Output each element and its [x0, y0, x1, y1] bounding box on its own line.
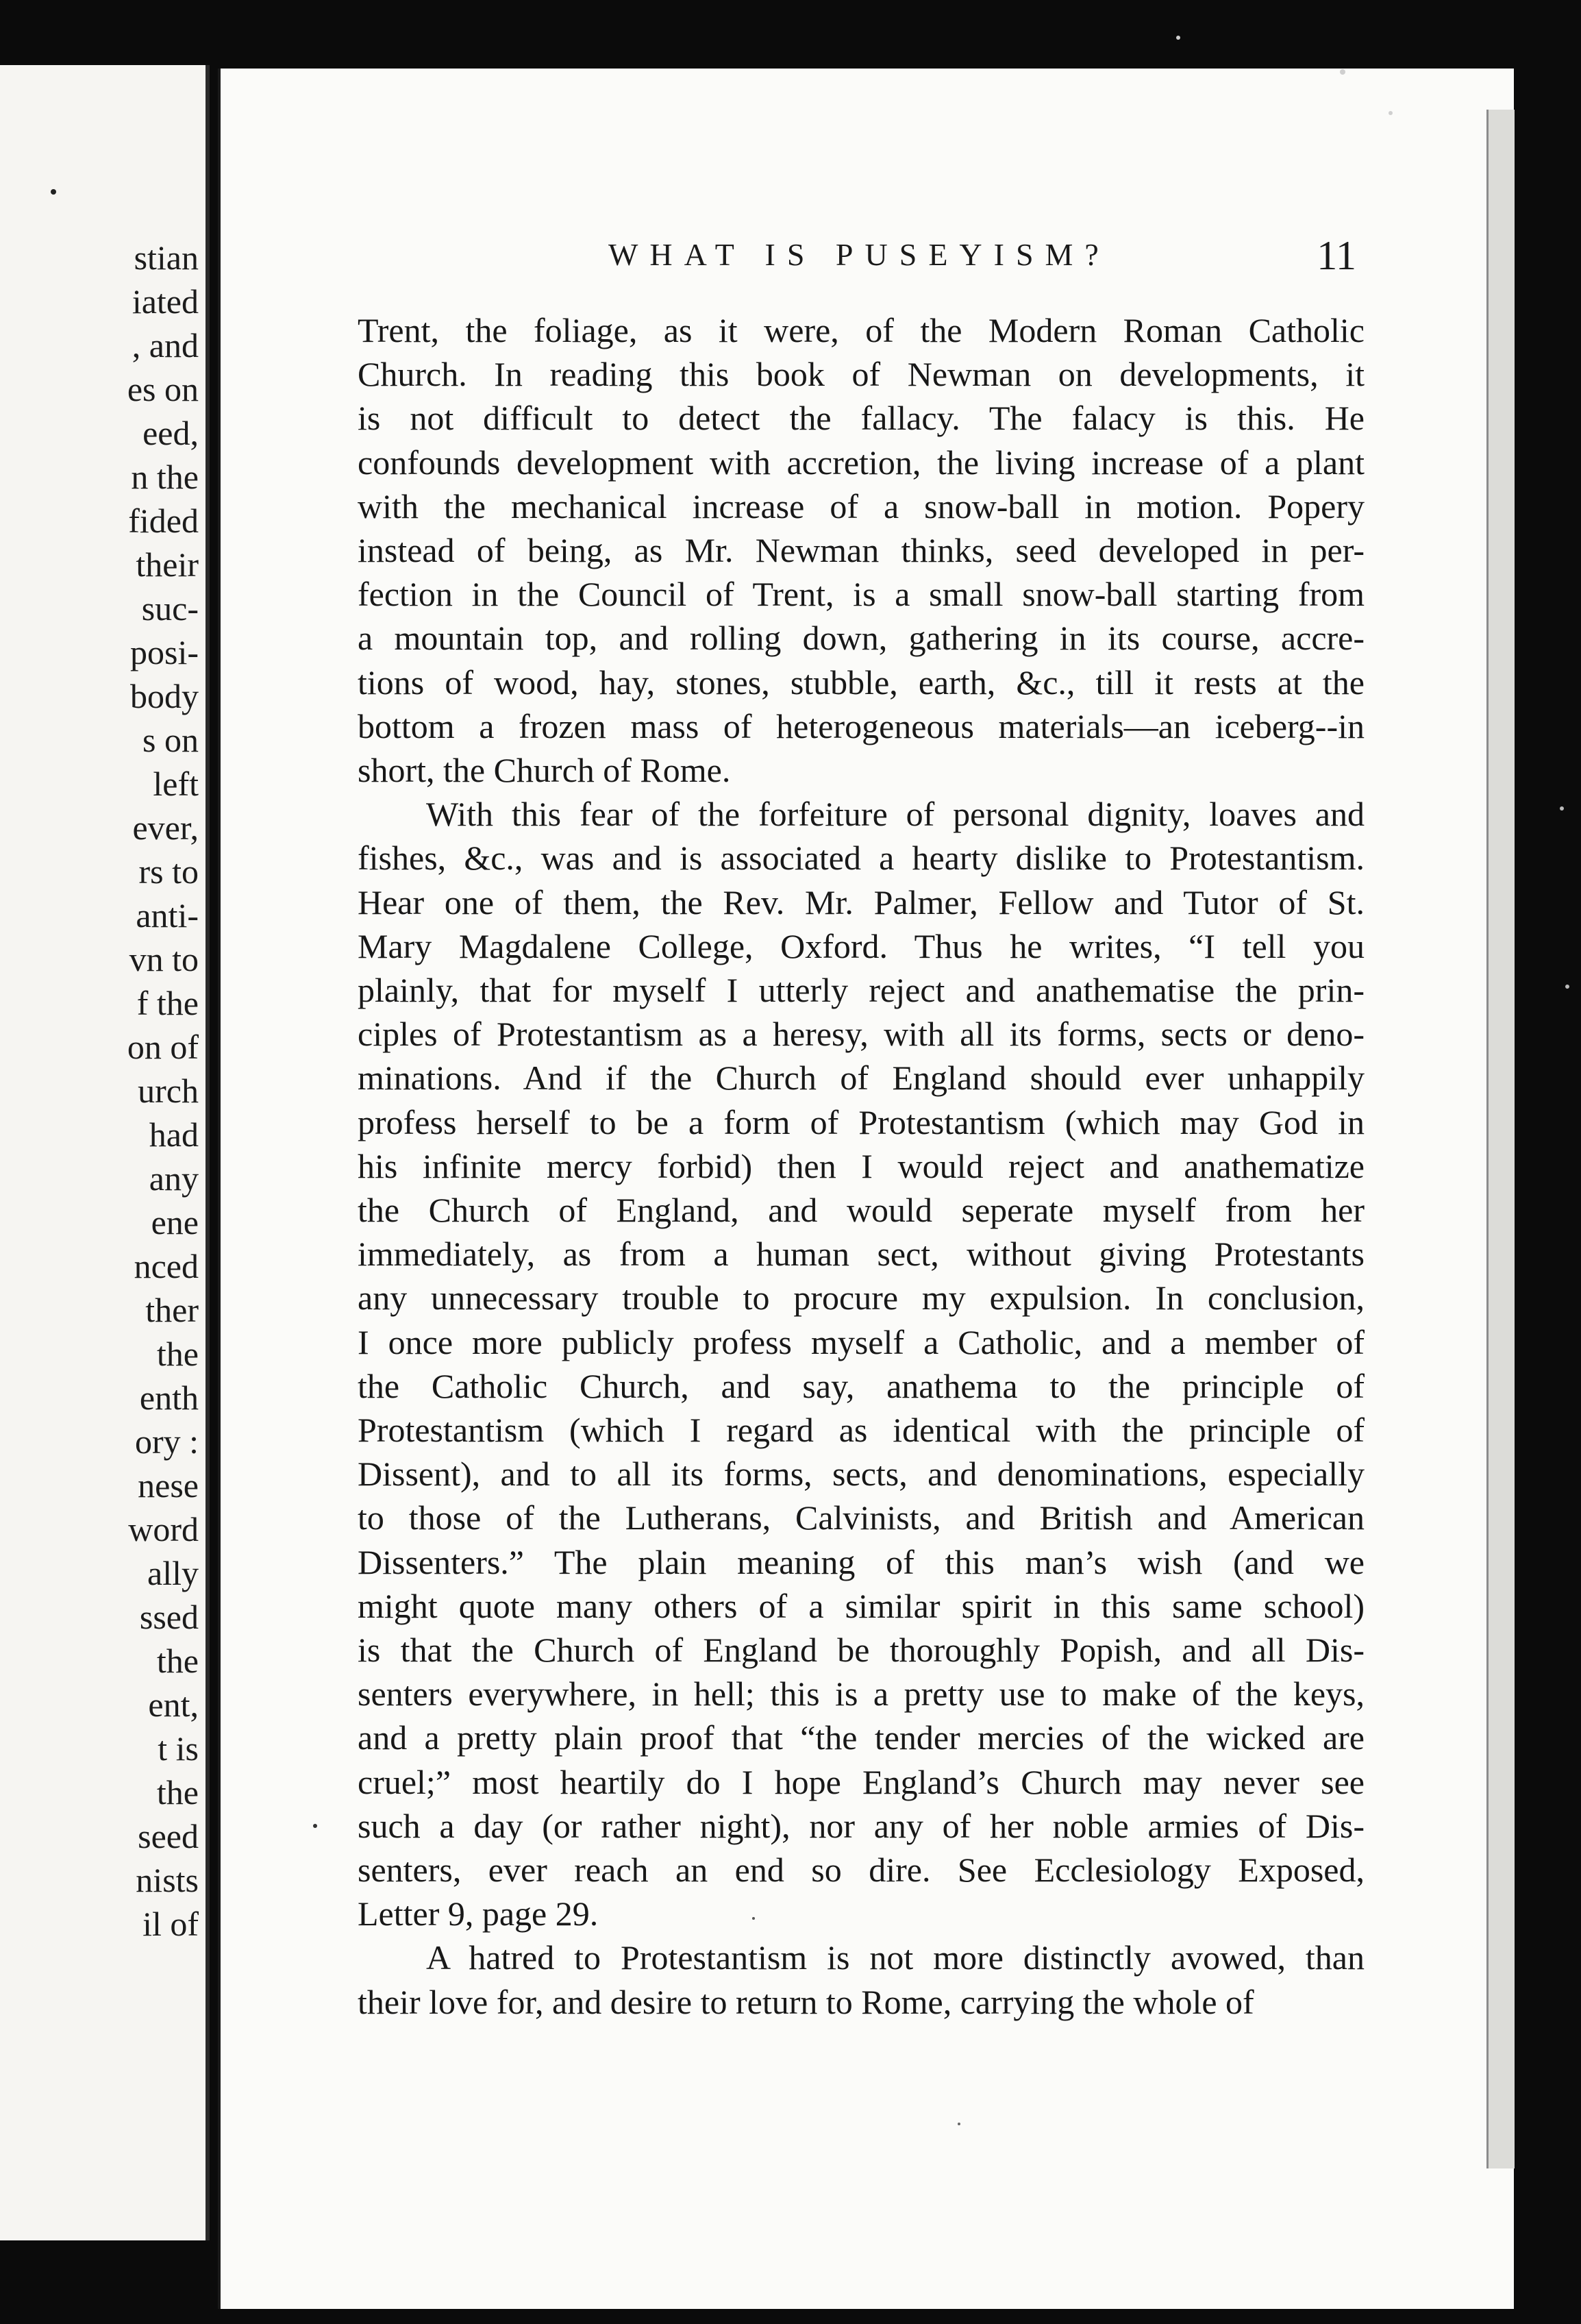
text-line: Protestantism (which I regard as identical with the principle of	[358, 1411, 1365, 1449]
facing-page-fragment: vn to	[129, 940, 199, 978]
text-line: confounds development with accretion, the living increase of a plant	[358, 443, 1365, 482]
text-line: such a day (or rather night), nor any of her noble armies of Dis-	[358, 1806, 1365, 1845]
facing-page-fragment: the	[156, 1773, 199, 1812]
text-line: a mountain top, and rolling down, gathering in its course, accre-	[358, 619, 1365, 658]
facing-page-fragment: anti-	[136, 896, 199, 935]
text-line: I once more publicly profess myself a Catholic, and a member of	[358, 1322, 1365, 1361]
text-line: to those of the Lutherans, Calvinists, and British and American	[358, 1498, 1365, 1537]
facing-page-fragment: urch	[138, 1072, 199, 1110]
text-line: fection in the Council of Trent, is a small snow-ball starting from	[358, 575, 1365, 614]
facing-page-fragment: left	[153, 765, 199, 803]
text-line: and a pretty plain proof that “the tender mercies of the wicked are	[358, 1718, 1365, 1757]
facing-page-fragment: nists	[136, 1861, 199, 1899]
facing-page-fragment: ene	[151, 1203, 199, 1241]
facing-page-fragment: had	[149, 1115, 199, 1154]
text-line: immediately, as from a human sect, without giving Protestants	[358, 1235, 1365, 1274]
facing-page-fragment: ever,	[132, 808, 199, 847]
facing-page-fragment: the	[156, 1642, 199, 1680]
facing-page-fragment: fided	[128, 502, 199, 540]
text-line: ciples of Protestantism as a heresy, with all its forms, sects or deno-	[358, 1015, 1365, 1054]
facing-page-fragment: their	[136, 545, 199, 584]
text-line: bottom a frozen mass of heterogeneous materials—an iceberg--in	[358, 706, 1365, 745]
facing-page-fragment: il of	[142, 1905, 199, 1943]
facing-page-fragment: s on	[142, 721, 199, 759]
text-line: senters everywhere, in hell; this is a pretty use to make of the keys,	[358, 1674, 1365, 1714]
text-line: Dissent), and to all its forms, sects, and denominations, especially	[358, 1455, 1365, 1494]
facing-page-fragment: nese	[138, 1466, 199, 1505]
text-line: might quote many others of a similar spirit in this same school)	[358, 1586, 1365, 1625]
text-line: is not difficult to detect the fallacy. The falacy is this. He	[358, 399, 1365, 438]
text-line: plainly, that for myself I utterly reject and anathematise the prin-	[358, 971, 1365, 1009]
facing-page-fragment: , and	[132, 326, 199, 364]
facing-page-fragment: any	[149, 1159, 199, 1198]
text-line: short, the Church of Rome.	[358, 751, 731, 789]
facing-page-fragment: iated	[132, 282, 199, 321]
facing-page-fragment: ally	[147, 1554, 199, 1592]
text-line: A hatred to Protestantism is not more distinctly avowed, than	[426, 1938, 1365, 1977]
text-line: Hear one of them, the Rev. Mr. Palmer, Fellow and Tutor of St.	[358, 882, 1365, 922]
text-line: tions of wood, hay, stones, stubble, earth, &c., till it rests at the	[358, 663, 1365, 702]
facing-page-fragment: rs to	[138, 852, 199, 891]
facing-page-fragment: eed,	[142, 414, 199, 452]
facing-page-fragment: es on	[127, 370, 199, 408]
facing-page-fragment: enth	[139, 1379, 199, 1417]
text-line: Dissenters.” The plain meaning of this man’s wish (and we	[358, 1542, 1365, 1581]
facing-page-fragment: t is	[158, 1729, 199, 1768]
facing-page-fragment: nced	[134, 1247, 199, 1285]
text-line: their love for, and desire to return to Rome, carrying the whole of	[358, 1982, 1254, 2021]
text-line: the Church of England, and would seperate myself from her	[358, 1191, 1365, 1229]
text-line: the Catholic Church, and say, anathema to the principle of	[358, 1366, 1365, 1405]
running-head	[384, 233, 1356, 298]
facing-page-fragment: stian	[134, 238, 199, 277]
text-line: Church. In reading this book of Newman on developments, it	[358, 355, 1365, 394]
facing-page-fragment: ssed	[139, 1598, 199, 1636]
facing-page-fragment: word	[128, 1510, 199, 1548]
text-line: instead of being, as Mr. Newman thinks, seed developed in per-	[358, 531, 1365, 569]
facing-page-left	[0, 65, 210, 2240]
text-line: any unnecessary trouble to procure my expulsion. In conclusion,	[358, 1278, 1365, 1318]
facing-page-fragment: ent,	[148, 1685, 199, 1724]
text-line: Trent, the foliage, as it were, of the Modern Roman Catholic	[358, 311, 1365, 349]
facing-page-fragment: body	[130, 677, 199, 715]
text-line: Letter 9, page 29.	[358, 1894, 599, 1933]
text-line: with the mechanical increase of a snow-ball in motion. Popery	[358, 486, 1365, 526]
facing-page-fragment: posi-	[130, 633, 199, 671]
text-line: fishes, &c., was and is associated a hearty dislike to Protestantism.	[358, 839, 1365, 878]
page-number: 11	[1317, 233, 1356, 278]
facing-page-fragment: f the	[136, 984, 199, 1022]
facing-page-fragment: suc-	[141, 589, 199, 628]
page-edge	[1486, 110, 1515, 2168]
text-line: his infinite mercy forbid) then I would reject and anathematize	[358, 1146, 1365, 1185]
text-line: Mary Magdalene College, Oxford. Thus he writes, “I tell you	[358, 926, 1365, 965]
facing-page-fragment: seed	[138, 1817, 199, 1855]
text-line: cruel;” most heartily do I hope England’s Church may never see	[358, 1762, 1365, 1801]
text-line: profess herself to be a form of Protestantism (which may God in	[358, 1102, 1365, 1141]
facing-page-fragment: ther	[145, 1291, 199, 1329]
text-line: is that the Church of England be thoroughly Popish, and all Dis-	[358, 1631, 1365, 1669]
facing-page-fragment: ory :	[134, 1422, 199, 1461]
facing-page-fragment: n the	[131, 458, 199, 496]
text-line: minations. And if the Church of England should ever unhappily	[358, 1059, 1365, 1098]
text-line: With this fear of the forfeiture of personal dignity, loaves and	[426, 795, 1365, 834]
facing-page-fragment: on of	[127, 1028, 199, 1066]
running-head-title: WHAT IS PUSEYISM?	[608, 237, 1110, 272]
facing-page-fragment: the	[156, 1335, 199, 1373]
text-line: senters, ever reach an end so dire. See Ecclesiology Exposed,	[358, 1851, 1365, 1889]
